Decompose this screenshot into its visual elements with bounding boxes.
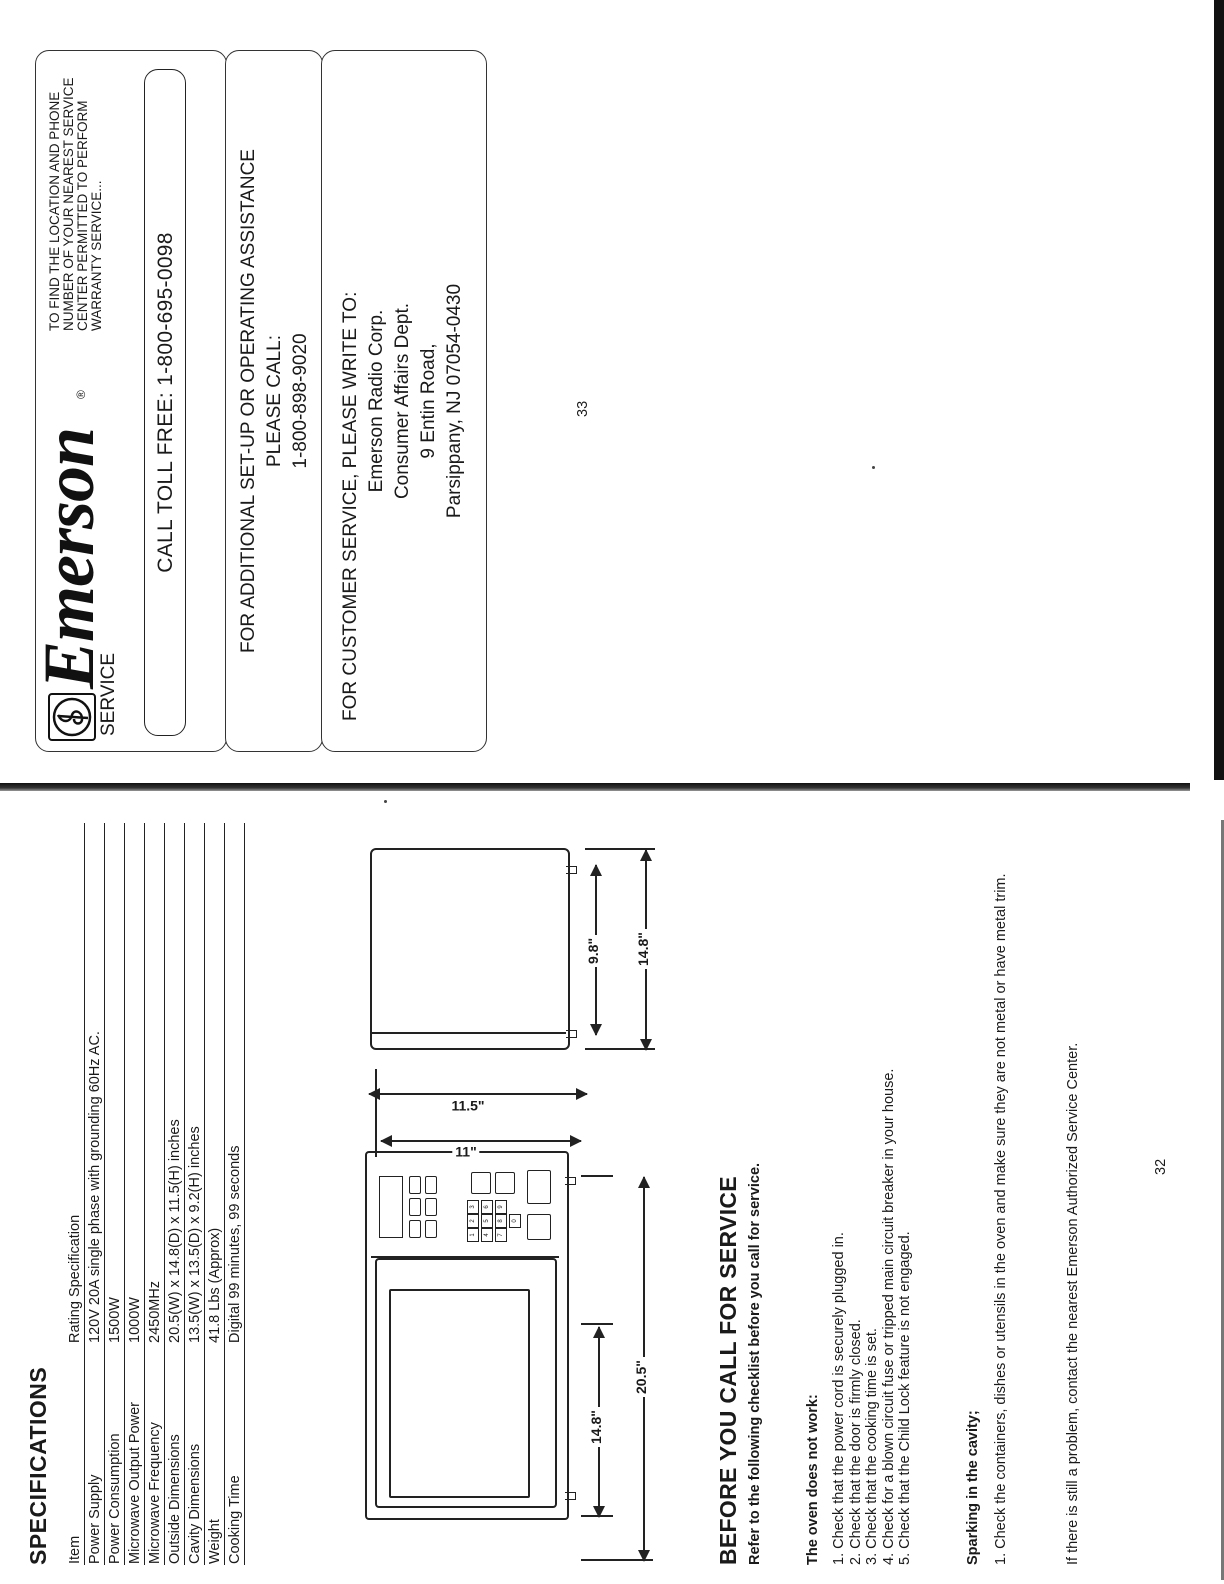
keypad-key: 7 — [495, 1228, 507, 1242]
sparking-list — [993, 415, 1010, 1565]
table-row — [125, 823, 145, 1565]
customer-service-panel — [321, 50, 487, 752]
service-label: SERVICE — [98, 652, 119, 736]
table-row — [85, 823, 105, 1565]
panel-button — [409, 1176, 421, 1194]
service-checklist-title: BEFORE YOU CALL FOR SERVICE — [715, 1176, 741, 1565]
list-item: 5. Check that the Child Lock feature is not engaged. — [897, 1231, 913, 1565]
keypad-key: 8 — [495, 1214, 507, 1228]
address-line: Consumer Affairs Dept. — [392, 302, 413, 500]
list-item: 1. Check that the power cord is securely plugged in. — [831, 1232, 847, 1565]
oven-foot — [566, 866, 577, 874]
spec-label: Weight — [205, 1344, 225, 1565]
dimension-label-width: 20.5" — [633, 1357, 649, 1397]
oven-foot — [565, 1492, 576, 1500]
treble-clef-icon — [50, 695, 94, 739]
service-checklist-subtitle: Refer to the following checklist before you call for service. — [747, 1162, 763, 1565]
page-binding-edge — [1214, 0, 1224, 780]
oven-not-work-list — [831, 415, 914, 1565]
panel-button — [425, 1198, 437, 1216]
table-row — [165, 823, 185, 1565]
panel-button — [425, 1176, 437, 1194]
oven-foot — [565, 1177, 576, 1185]
table-row — [225, 823, 245, 1565]
spec-label: Microwave Output Power — [125, 1344, 145, 1565]
dimension-line-height-inner — [381, 1141, 581, 1143]
address-line: 9 Entin Road, — [418, 343, 439, 459]
table-row — [145, 823, 165, 1565]
panel-button — [425, 1220, 437, 1238]
page-33 — [29, 52, 591, 752]
list-item: 4. Check for a blown circuit fuse or tripped main circuit breaker in your house. — [880, 1068, 897, 1565]
address-line: Parsippany, NJ 07054-0430 — [444, 283, 465, 519]
page-32 — [25, 810, 1175, 1565]
table-row — [185, 823, 205, 1565]
toll-free-box — [144, 69, 186, 736]
keypad-key: 1 — [467, 1228, 479, 1242]
oven-side-body — [370, 848, 570, 1050]
spec-label: Outside Dimensions — [165, 1344, 185, 1565]
assistance-phone: 1-800-898-9020 — [290, 333, 311, 469]
oven-side-seam — [370, 1032, 566, 1034]
dimension-tick — [375, 1069, 377, 1149]
dimension-tick — [581, 1176, 613, 1178]
spec-value: Rating Specification — [65, 823, 85, 1344]
oven-not-work-heading: The oven does not work: — [805, 1394, 821, 1565]
assistance-call-label: PLEASE CALL: — [264, 334, 285, 468]
dimension-label-depth: 14.8" — [588, 1407, 604, 1447]
dimension-tick — [375, 1149, 377, 1157]
keypad-key: 5 — [481, 1214, 493, 1228]
specifications-title: SPECIFICATIONS — [25, 1366, 51, 1565]
registered-mark: ® — [74, 390, 88, 399]
dimension-line-height-outer — [369, 1094, 587, 1096]
sparking-heading: Sparking in the cavity; — [965, 1410, 981, 1565]
spec-value: Digital 99 minutes, 99 seconds — [225, 823, 245, 1344]
panel-button — [409, 1198, 421, 1216]
table-row — [65, 823, 85, 1565]
spec-label: Power Supply — [85, 1344, 105, 1565]
panel-button — [409, 1220, 421, 1238]
oven-side-view-drawing — [370, 850, 580, 1050]
dimension-tick — [581, 1324, 613, 1326]
spec-label: Cavity Dimensions — [185, 1344, 205, 1565]
spec-value: 120V 20A single phase with grounding 60Hz AC. — [85, 823, 105, 1344]
dimension-label-height-outer: 11.5" — [448, 1097, 487, 1113]
keypad-key: 4 — [481, 1228, 493, 1242]
closing-note: If there is still a problem, contact the nearest Emerson Authorized Service Center. — [1065, 1042, 1081, 1565]
oven-control-panel — [371, 1158, 559, 1258]
oven-window — [389, 1289, 530, 1498]
spec-value: 20.5(W) x 14.8(D) x 11.5(H) inches — [165, 823, 185, 1344]
emerson-emblem-icon — [48, 693, 96, 741]
panel-display — [379, 1176, 403, 1238]
spec-value: 1500W — [105, 823, 125, 1344]
page-number: 33 — [575, 400, 591, 417]
emerson-logo: Emerson — [29, 427, 109, 689]
dimension-tick — [585, 849, 655, 851]
spec-value: 1000W — [125, 823, 145, 1344]
assistance-panel — [225, 50, 323, 752]
dimension-label-side-inner: 9.8" — [585, 935, 601, 967]
spec-label: Microwave Frequency — [145, 1344, 165, 1565]
assistance-heading: FOR ADDITIONAL SET-UP OR OPERATING ASSISTANCE — [238, 149, 259, 653]
keypad-key: 9 — [495, 1200, 507, 1214]
keypad-key: 6 — [481, 1200, 493, 1214]
page-number: 32 — [1153, 1158, 1169, 1175]
panel-button — [527, 1214, 551, 1240]
panel-button — [527, 1170, 551, 1204]
spec-value: 41.8 Lbs (Approx) — [205, 823, 225, 1344]
spec-value: 13.5(W) x 13.5(D) x 9.2(H) inches — [185, 823, 205, 1344]
panel-button — [495, 1172, 515, 1194]
spec-value: 2450MHz — [145, 823, 165, 1344]
list-item: 2. Check that the door is firmly closed. — [847, 1319, 864, 1565]
dimension-label-height-inner: 11" — [452, 1143, 479, 1159]
spec-label: Item — [65, 1344, 85, 1565]
page-fold-shadow — [0, 783, 1190, 791]
dimension-label-side-outer: 14.8" — [635, 929, 651, 969]
specifications-table — [65, 823, 245, 1565]
table-row — [205, 823, 225, 1565]
speck — [384, 800, 387, 803]
dimension-tick — [585, 1049, 655, 1051]
spec-label: Power Consumption — [105, 1344, 125, 1565]
table-row — [105, 823, 125, 1565]
service-center-panel — [29, 50, 227, 752]
keypad-key: 3 — [467, 1200, 479, 1214]
oven-foot — [566, 1030, 577, 1038]
panel-button — [471, 1172, 491, 1194]
service-center-instructions: TO FIND THE LOCATION AND PHONE NUMBER OF YOUR NEAREST SERVICE CENTER PERMITTED TO PERFORM WARRANTY SERVICE... — [47, 77, 104, 331]
keypad-key: 0 — [509, 1214, 521, 1228]
address-line: Emerson Radio Corp. — [366, 309, 387, 493]
oven-front-view-drawing — [365, 1155, 575, 1520]
list-item: 1. Check the containers, dishes or utensils in the oven and make sure they are not metal or have metal trim. — [993, 873, 1009, 1565]
spec-label: Cooking Time — [225, 1344, 245, 1565]
dimension-tick — [581, 1560, 653, 1562]
keypad-key: 2 — [467, 1214, 479, 1228]
toll-free-number: CALL TOLL FREE: 1-800-695-0098 — [154, 232, 177, 573]
list-item: 3. Check that the cooking time is set. — [864, 1328, 880, 1565]
write-to-heading: FOR CUSTOMER SERVICE, PLEASE WRITE TO: — [340, 291, 361, 721]
